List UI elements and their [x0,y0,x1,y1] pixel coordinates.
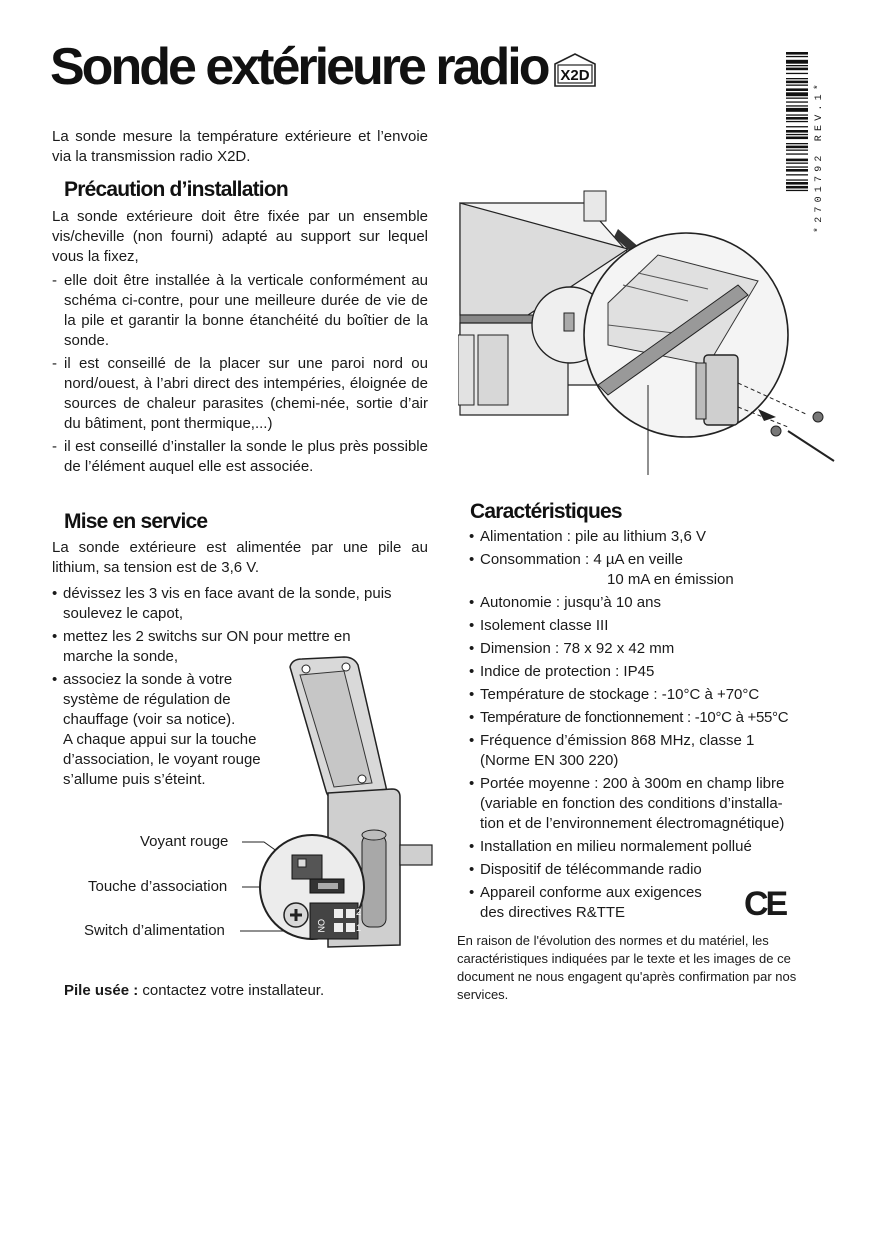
pile-usee-note [64,981,324,1001]
page-title: Sonde extérieure radio [50,38,548,96]
barcode-bar [786,105,808,106]
label-voyant-rouge: Voyant rouge [140,833,229,850]
barcode-text: *2701792 REV.1* [814,79,825,233]
item3-line: • associez la sonde à votre [63,671,233,688]
intro-paragraph: La sonde mesure la température extérieure et l’envoie via la transmission radio X2D. [52,128,428,165]
spec-item: • Température de fonctionnement : -10°C à +55°C [469,708,849,728]
probe-open-illustration [240,655,440,970]
precaution-section [52,207,428,480]
spec-line: • Portée moyenne : 200 à 300m en champ libre [480,775,785,792]
barcode-bar [786,174,808,175]
mise-en-service-lead: La sonde extérieure est alimentée par une pile au lithium, sa tension est de 3,6 V. [52,539,428,576]
item3-line: A chaque appui sur la touche [63,731,257,748]
spec-item: • Température de stockage : -10°C à +70°C [469,685,849,705]
pile-usee-text: contactez votre installateur. [138,982,325,999]
spec-item: • Autonomie : jusqu’à 10 ans [469,593,849,613]
item3-line: s’allume puis s’éteint. [63,771,206,788]
item3-line: système de régulation de [63,691,231,708]
ce-mark: CE [744,885,786,923]
barcode-bar [786,81,808,84]
house-installation-illustration [458,185,836,475]
barcode-bar [786,108,808,112]
switch-2-label: 2 [356,907,362,917]
barcode-bar [786,73,808,74]
pile-usee-bold: Pile usée : [64,982,139,999]
spec-line: • Fréquence d’émission 868 MHz, classe 1 [480,732,755,749]
spec-item: • Indice de protection : IP45 [469,662,849,682]
precaution-item: - elle doit être installée à la verticale conformément au schéma ci-contre, pour une meilleure durée de vie de la pile et garantir la bonne étanchéité du boîtier de la sonde. [52,271,428,351]
item3-line: d’association, le voyant rouge [63,751,261,768]
barcode-bar [786,153,808,154]
x2d-badge-text: X2D [560,67,590,84]
barcode-bar [786,88,808,91]
barcode-bar [786,98,808,99]
caracteristiques-heading: Caractéristiques [470,500,622,523]
precaution-lead: La sonde extérieure doit être fixée par un ensemble vis/cheville (non fourni) adapté au support sur lequel vous la fixez, [52,208,428,265]
spec-item: • Dispositif de télécommande radio [469,860,849,880]
mise-en-service-item: • dévissez les 3 vis en face avant de la sonde, puis soulevez le capot, [52,584,393,624]
label-touche-association: Touche d’association [88,878,228,895]
barcode-bar [786,179,808,180]
precaution-item: - il est conseillé de la placer sur une paroi nord ou nord/ouest, à l’abri direct des intempéries, éloignée de sources de chaleur parasites (chemi-née, sortie d’air du bâtiment, pont thermique,...) [52,354,428,434]
spec-item: • Installation en milieu normalement pollué [469,837,849,857]
switch-1-label: 1 [356,923,362,933]
label-switch-alimentation: Switch d’alimentation [84,922,225,939]
caracteristiques-list [469,527,849,926]
barcode-bar [786,65,808,66]
barcode-bar [786,78,808,79]
barcode-bar [786,143,808,144]
spec-item [469,774,849,834]
spec-line: (Norme EN 300 220) [480,752,619,769]
barcode-bar [786,101,808,102]
precaution-item: - il est conseillé d’installer la sonde le plus près possible de l’élément auquel elle est associée. [52,437,428,477]
x2d-logo [553,52,597,88]
barcode-bar [786,117,808,120]
disclaimer: En raison de l'évolution des normes et du matériel, les caractéristiques indiquées par le texte et les images de ce document ne nous engagent qu'après confirmation par nos services. [457,933,797,1002]
precaution-heading: Précaution d’installation [64,178,288,201]
spec-line: (variable en fonction des conditions d’installa- [480,795,783,812]
barcode-bar [786,126,808,127]
mise-en-service-item: • mettez les 2 switchs sur ON pour mettre en marche la sonde, [52,627,393,667]
barcode-bar [786,169,808,172]
barcode-bar [786,121,808,122]
barcode-bar [786,68,808,71]
barcode-bar [786,159,808,162]
barcode-bar [786,56,808,57]
barcode-bar [786,60,808,64]
spec-item: • Dimension : 78 x 92 x 42 mm [469,639,849,659]
spec-line: • Consommation : 4 µA en veille [480,551,683,568]
spec-item [469,883,849,923]
barcode-bar [786,163,808,164]
spec-item: • Isolement classe III [469,616,849,636]
barcode-bar [786,166,808,167]
switch-on-label: ON [316,919,326,933]
barcode-bar [786,114,808,115]
barcode-bar [786,137,808,140]
barcode-bar [786,150,808,151]
barcode-bar [786,130,808,133]
spec-item [469,731,849,771]
barcode-bar [786,134,808,135]
spec-item: • Alimentation : pile au lithium 3,6 V [469,527,849,547]
spec-line: tion et de l’environnement électromagnétique) [480,815,785,832]
barcode-bar [786,85,808,86]
spec-line: 10 mA en émission [607,571,734,588]
spec-line: des directives R&TTE [480,904,626,921]
barcode-bar [786,52,808,55]
item3-line: chauffage (voir sa notice). [63,711,236,728]
barcode-bar [786,92,808,96]
spec-line: • Appareil conforme aux exigences [480,884,702,901]
spec-item [469,550,849,590]
mise-en-service-heading: Mise en service [64,510,208,533]
barcode-bar [786,146,808,149]
